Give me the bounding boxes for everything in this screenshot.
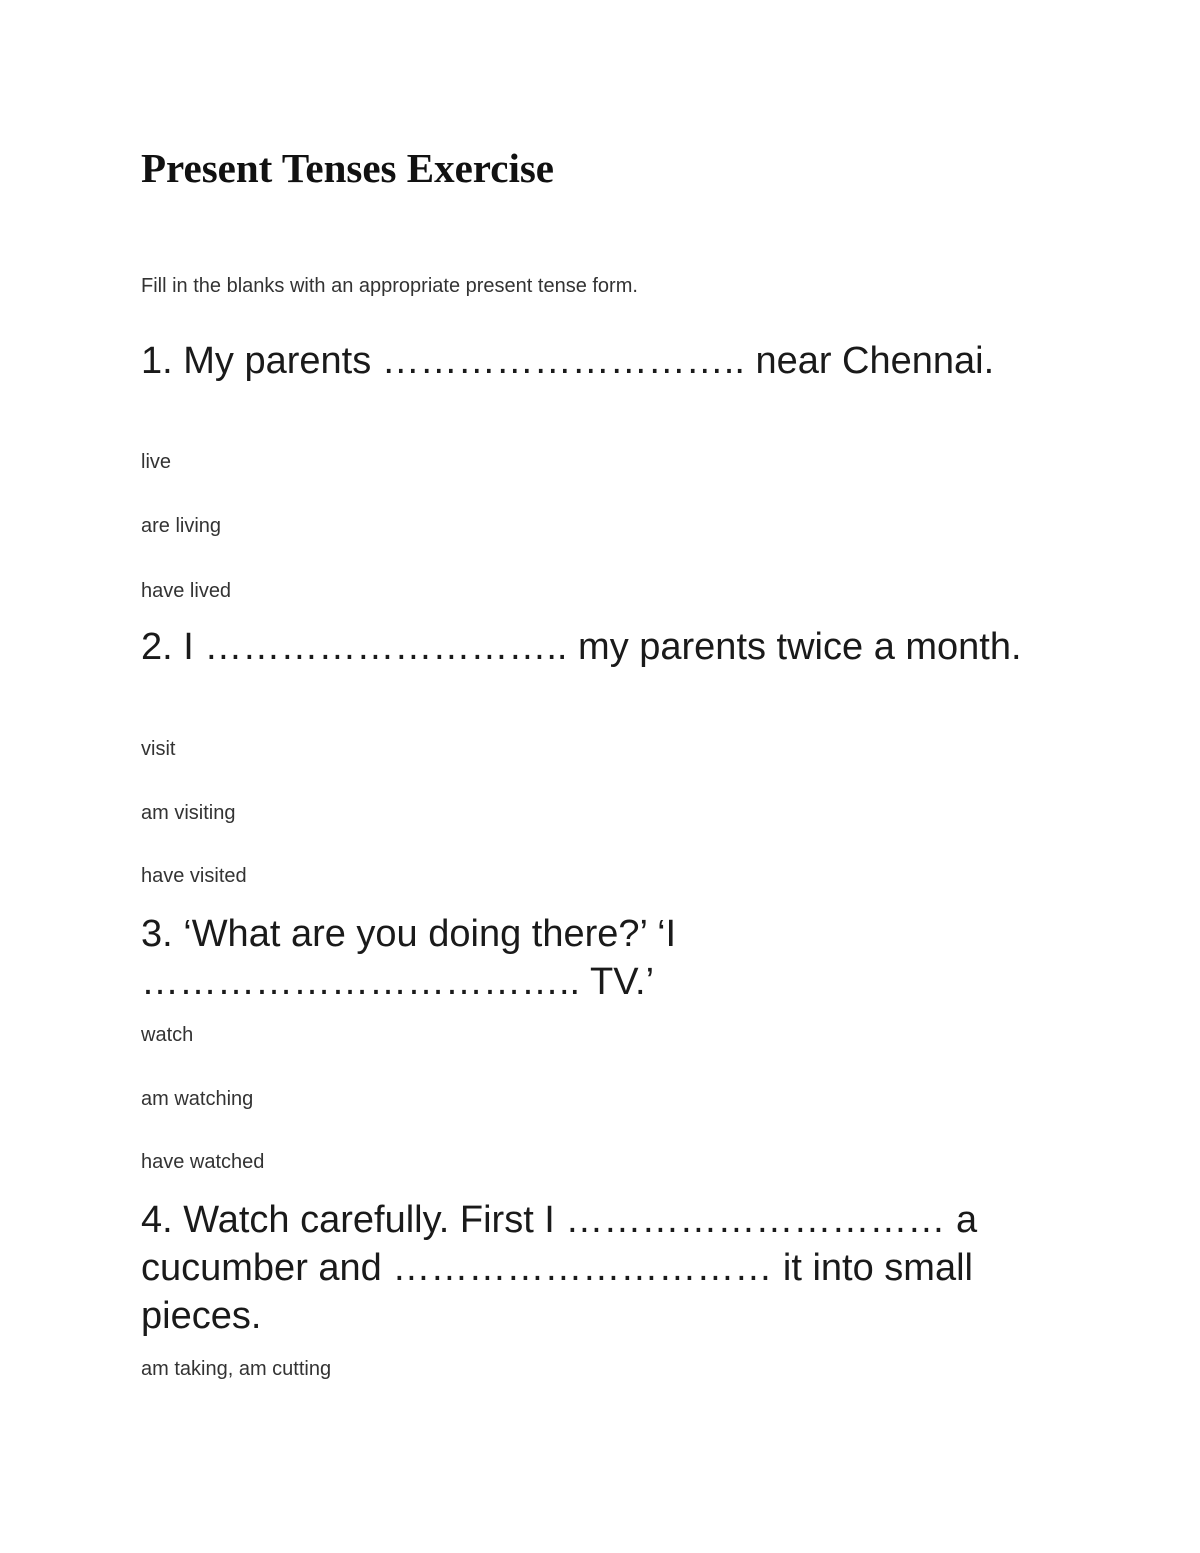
question-3-option-2: am watching (141, 1088, 254, 1110)
instruction-text: Fill in the blanks with an appropriate present tense form. (141, 275, 638, 297)
question-4-option-1: am taking, am cutting (141, 1358, 332, 1380)
question-1: 1. My parents ……………………….. near Chennai. (141, 340, 995, 382)
page-title: Present Tenses Exercise (141, 145, 555, 191)
question-2-option-1: visit (141, 738, 176, 760)
question-3: 3. ‘What are you doing there?’ ‘I …………………………….. TV.’ (141, 913, 677, 1003)
question-1-option-1: live (141, 451, 172, 473)
question-4: 4. Watch carefully. First I ………………………… a cucumber and ………………………… it into small pieces. (141, 1199, 978, 1337)
question-3-option-3: have watched (141, 1151, 265, 1173)
question-1-option-2: are living (141, 515, 222, 537)
question-3-option-1: watch (141, 1024, 194, 1046)
question-2-option-2: am visiting (141, 802, 236, 824)
question-2-option-3: have visited (141, 865, 247, 887)
question-2: 2. I ……………………….. my parents twice a month. (141, 626, 1022, 668)
question-1-option-3: have lived (141, 580, 232, 602)
